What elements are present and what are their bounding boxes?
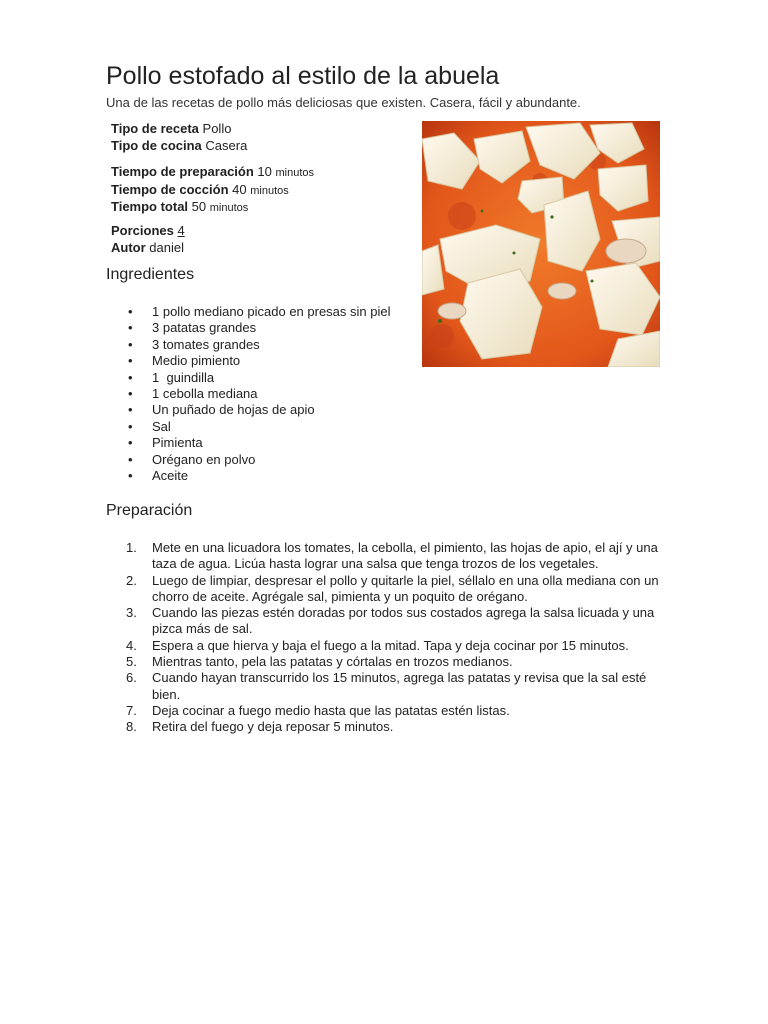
ingredient-item: • 3 patatas grandes xyxy=(0,320,391,336)
stew-illustration xyxy=(422,121,660,367)
times-block xyxy=(111,164,314,217)
ingredient-item: • 3 tomates grandes xyxy=(0,337,391,353)
step-number: 6. xyxy=(126,670,137,686)
step-number: 7. xyxy=(126,702,137,718)
prep-time-row xyxy=(111,164,314,182)
chicken-piece xyxy=(606,239,646,263)
total-time-label: Tiempo total xyxy=(111,199,189,214)
servings-label: Porciones xyxy=(111,223,174,238)
recipe-photo xyxy=(422,121,660,367)
author-value: daniel xyxy=(149,239,184,255)
step-text: Retira del fuego y deja reposar 5 minutos. xyxy=(152,719,394,735)
ingredient-item: • 1 cebolla mediana xyxy=(0,386,391,402)
cook-time-unit: minutos xyxy=(250,184,289,197)
prep-time-unit: minutos xyxy=(275,167,315,179)
cook-time-row xyxy=(111,182,314,200)
step-number: 1. xyxy=(126,540,137,555)
step-item xyxy=(0,638,665,654)
cuisine-type-value: Casera xyxy=(205,137,248,153)
step-text: Espera a que hierva y baja el fuego a la mitad. Tapa y deja cocinar por 15 minutos. xyxy=(152,637,629,653)
step-item xyxy=(0,654,665,670)
total-time-unit: minutos xyxy=(209,202,249,214)
chicken-piece xyxy=(548,283,576,299)
cook-time-label: Tiempo de cocción xyxy=(111,181,229,197)
recipe-type-label: Tipo de receta xyxy=(111,121,199,136)
step-text: Cuando las piezas estén doradas por todos sus costados agrega la salsa licuada y una pizca más de sal. xyxy=(152,605,655,637)
chicken-piece xyxy=(438,303,466,319)
ingredient-item: • Un puñado de hojas de apio xyxy=(0,402,391,418)
servings-author-block xyxy=(111,223,185,256)
step-item xyxy=(0,573,665,606)
ingredient-item: • Orégano en polvo xyxy=(0,452,391,468)
step-number: 2. xyxy=(126,572,137,588)
ingredient-item: • 1 guindilla xyxy=(0,370,391,386)
ingredient-item: • Sal xyxy=(0,419,391,435)
ingredients-list xyxy=(0,304,391,484)
step-item xyxy=(0,670,665,703)
ingredient-item: • 1 pollo mediano picado en presas sin piel xyxy=(0,304,391,320)
recipe-title: Pollo estofado al estilo de la abuela xyxy=(106,62,500,90)
step-item xyxy=(0,605,665,638)
step-text: Mientras tanto, pela las patatas y córtalas en trozos medianos. xyxy=(152,654,513,670)
total-time-value: 50 xyxy=(191,199,207,214)
preparation-heading: Preparación xyxy=(106,502,193,519)
servings-value: 4 xyxy=(177,223,185,238)
step-text: Luego de limpiar, despresar el pollo y quitarle la piel, séllalo en una olla mediana con un chorro de aceite. Agrégale sal, pimienta y un poquito de orégano. xyxy=(152,572,659,604)
step-item xyxy=(0,703,665,719)
cuisine-type-label: Tipo de cocina xyxy=(111,137,202,153)
ingredient-item: • Medio pimiento xyxy=(0,353,391,369)
ingredients-heading: Ingredientes xyxy=(106,266,195,283)
step-number: 5. xyxy=(126,654,137,670)
ingredient-item: • Aceite xyxy=(0,468,391,484)
recipe-subtitle: Una de las recetas de pollo más deliciosas que existen. Casera, fácil y abundante. xyxy=(106,95,581,110)
ingredient-item: • Pimienta xyxy=(0,435,391,451)
step-text: Cuando hayan transcurrido los 15 minutos, agrega las patatas y revisa que la sal esté bien. xyxy=(152,670,647,702)
cuisine-type-row xyxy=(111,138,247,155)
step-number: 8. xyxy=(126,719,137,735)
step-number: 4. xyxy=(126,637,137,653)
prep-time-label: Tiempo de preparación xyxy=(111,164,254,179)
recipe-type-block xyxy=(111,121,247,154)
step-text: Mete en una licuadora los tomates, la cebolla, el pimiento, las hojas de apio, el ají y una taza de agua. Licúa hasta lograr una salsa que tenga trozos de los vegetales. xyxy=(152,540,658,572)
step-text: Deja cocinar a fuego medio hasta que las patatas estén listas. xyxy=(152,702,510,718)
total-time-row xyxy=(111,199,314,217)
step-number: 3. xyxy=(126,605,137,621)
author-label: Autor xyxy=(111,239,146,255)
recipe-type-value: Pollo xyxy=(202,121,232,136)
step-item xyxy=(0,719,665,735)
preparation-steps xyxy=(0,540,665,736)
prep-time-value: 10 xyxy=(257,164,272,179)
author-row xyxy=(111,240,185,257)
step-item xyxy=(0,540,665,573)
servings-row xyxy=(111,223,185,240)
recipe-type-row xyxy=(111,121,247,138)
cook-time-value: 40 xyxy=(232,181,247,197)
